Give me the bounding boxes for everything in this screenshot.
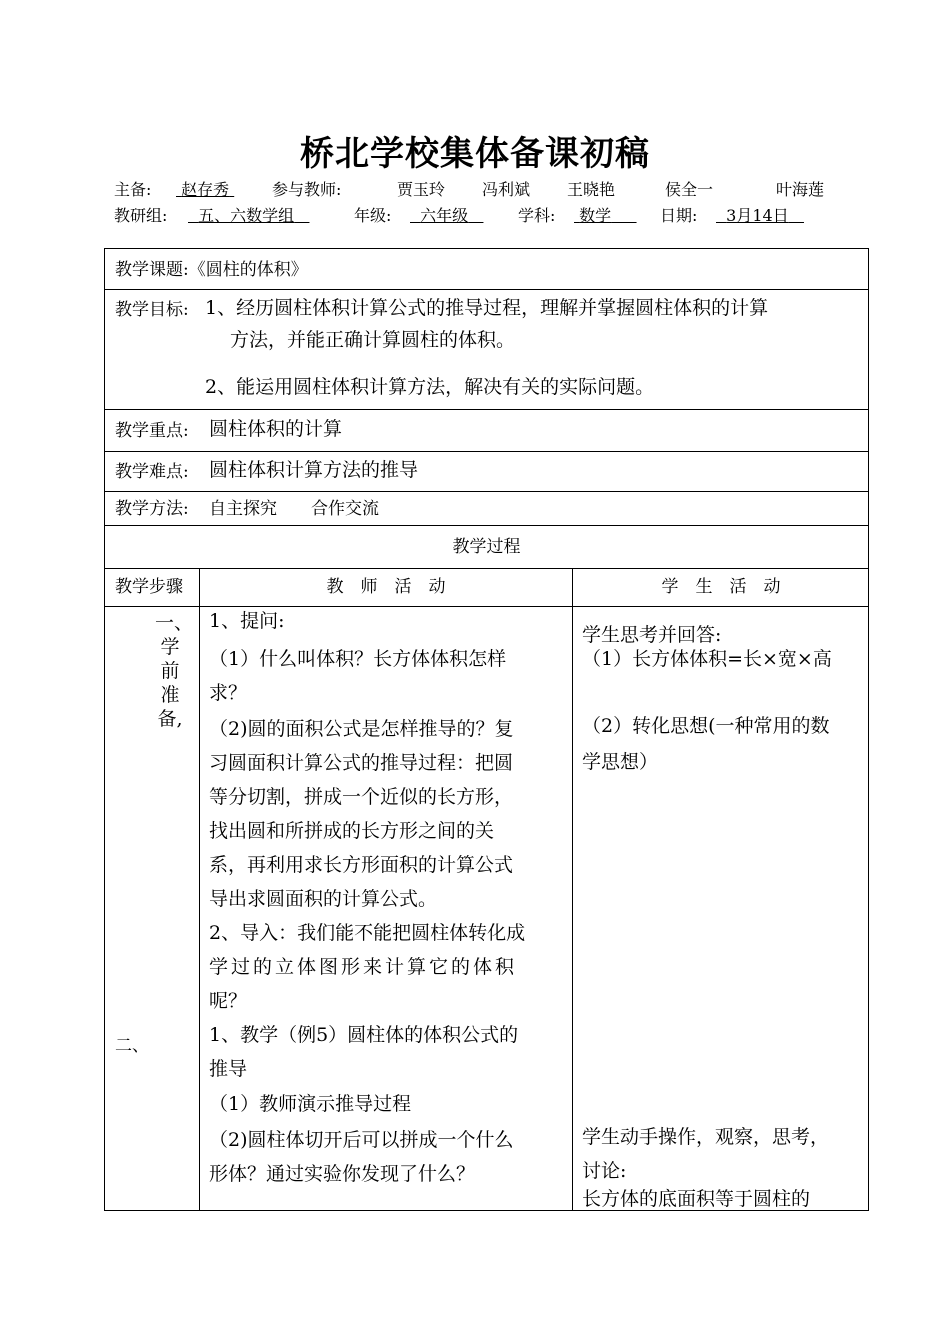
difficulty-value: 圆柱体积计算方法的推导	[209, 459, 419, 481]
teacher-line: 导出求圆面积的计算公式。	[209, 888, 438, 910]
participant-5: 叶海莲	[776, 180, 825, 199]
goal-label: 教学目标:	[115, 300, 189, 320]
topic-cell: 教学课题:《圆柱的体积》	[115, 260, 308, 280]
student-line: 讨论:	[582, 1160, 627, 1182]
col-teacher-header: 教 师 活 动	[326, 577, 446, 597]
col-student-header: 学 生 活 动	[661, 577, 781, 597]
page-title: 桥北学校集体备课初稿	[300, 134, 650, 174]
date-label: 日期:	[660, 206, 698, 225]
key-label: 教学重点:	[115, 421, 189, 441]
grade-value: 六年级	[420, 206, 469, 225]
student-line: 学生思考并回答:	[582, 624, 722, 646]
teacher-line: （1）什么叫体积？长方体体积怎样	[209, 648, 507, 670]
participants-label: 参与教师:	[272, 180, 342, 199]
row-divider	[105, 409, 868, 410]
difficulty-label: 教学难点:	[115, 462, 189, 482]
lead-label: 主备:	[114, 180, 152, 199]
lesson-table	[104, 248, 869, 1211]
lead-value: 赵存秀	[181, 180, 230, 199]
student-line: （2）转化思想(一种常用的数	[582, 715, 830, 737]
column-divider	[572, 569, 573, 1210]
teacher-line: （1）教师演示推导过程	[209, 1093, 412, 1115]
teacher-line: （2)圆柱体切开后可以拼成一个什么	[209, 1129, 514, 1151]
process-header: 教学过程	[452, 537, 521, 557]
student-line: （1）长方体体积=长×宽×高	[582, 648, 832, 670]
teacher-line: 形体？通过实验你发现了什么？	[209, 1163, 476, 1185]
subject-value: 数学	[579, 206, 612, 225]
student-line: 长方体的底面积等于圆柱的	[582, 1188, 811, 1210]
goal-1a: 1、经历圆柱体积计算公式的推导过程，理解并掌握圆柱体积的计算	[205, 297, 769, 319]
method-label: 教学方法:	[115, 499, 189, 519]
column-divider	[199, 569, 200, 1210]
teacher-line: 1、提问:	[209, 610, 285, 632]
key-value: 圆柱体积的计算	[209, 418, 343, 440]
step-one: 一、学前准备,	[155, 612, 194, 730]
teacher-line: 求？	[209, 682, 248, 704]
teacher-line: （2)圆的面积公式是怎样推导的？复	[209, 718, 514, 740]
teacher-line: 2、导入：我们能不能把圆柱体转化成	[209, 922, 526, 944]
col-steps-header: 教学步骤	[115, 577, 183, 597]
group-label: 教研组:	[114, 206, 168, 225]
row-divider	[105, 451, 868, 452]
group-value: 五、六数学组	[198, 206, 295, 225]
participant-2: 冯利斌	[482, 180, 531, 199]
teacher-line: 推导	[209, 1058, 248, 1080]
teacher-line: 学过的立体图形来计算它的体积	[209, 956, 518, 978]
teacher-line: 等分切割，拼成一个近似的长方形，	[209, 786, 514, 808]
goal-2: 2、能运用圆柱体积计算方法，解决有关的实际问题。	[205, 376, 655, 398]
participant-1: 贾玉玲	[397, 180, 446, 199]
student-line: 学生动手操作，观察，思考，	[582, 1126, 830, 1148]
participant-3: 王晓艳	[567, 180, 616, 199]
subject-label: 学科:	[518, 206, 556, 225]
participant-4: 侯全一	[665, 180, 714, 199]
grade-label: 年级:	[354, 206, 392, 225]
teacher-line: 习圆面积计算公式的推导过程：把圆	[209, 752, 514, 774]
row-divider	[105, 568, 868, 569]
teacher-line: 系，再利用求长方形面积的计算公式	[209, 854, 514, 876]
teacher-line: 1、教学（例5）圆柱体的体积公式的	[209, 1024, 519, 1046]
student-line: 学思想）	[582, 751, 659, 773]
teacher-line: 找出圆和所拼成的长方形之间的关	[209, 820, 495, 842]
goal-1b: 方法，并能正确计算圆柱的体积。	[230, 329, 516, 351]
date-value: 3月14日	[726, 206, 789, 225]
method-value: 自主探究 合作交流	[209, 499, 379, 519]
teacher-line: 呢？	[209, 990, 248, 1012]
row-divider	[105, 289, 868, 290]
step-two: 二、	[115, 1036, 149, 1056]
